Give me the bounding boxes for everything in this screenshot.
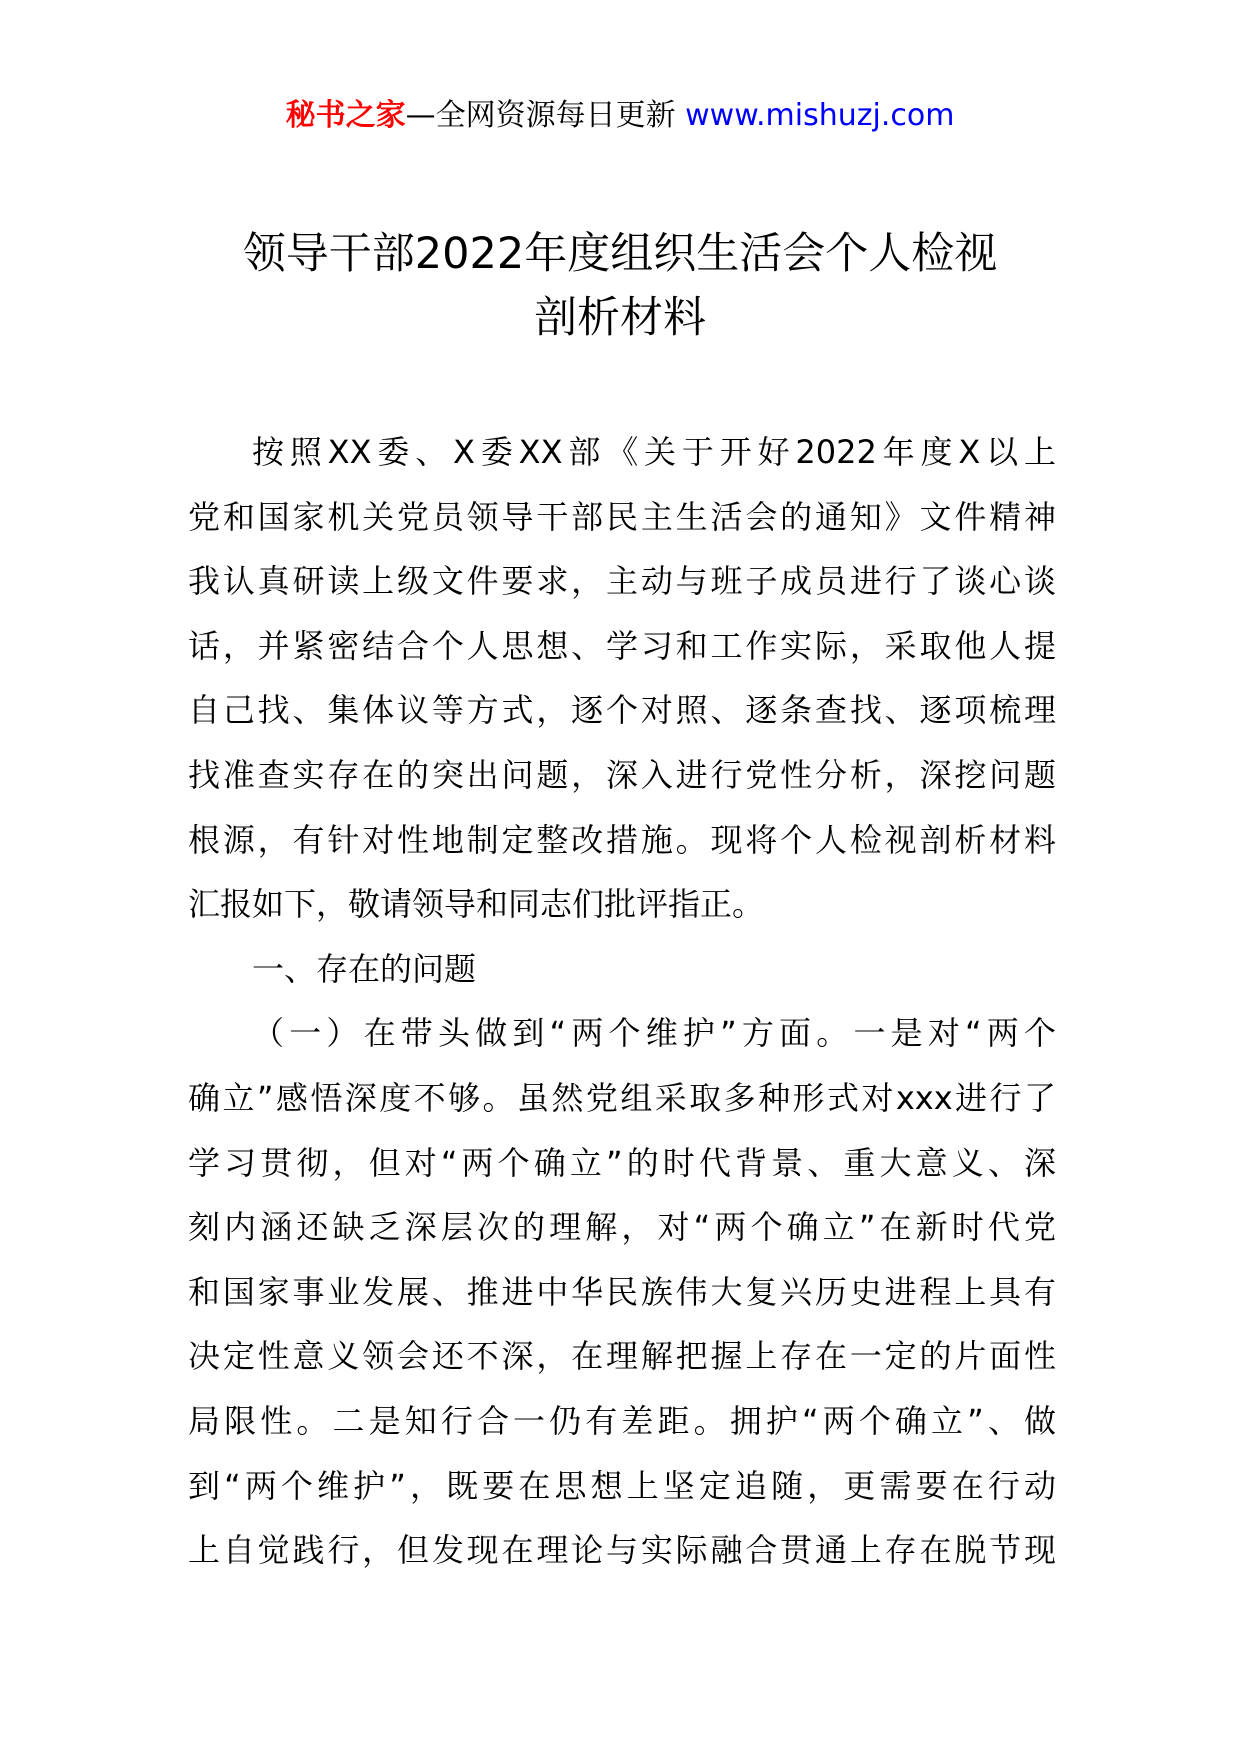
body-line: 上自觉践行，但发现在理论与实际融合贯通上存在脱节现 — [188, 1531, 1056, 1570]
body-line: 刻内涵还缺乏深层次的理解，对“两个确立”在新时代党 — [188, 1208, 1056, 1247]
body-line: 话，并紧密结合个人思想、学习和工作实际，采取他人提 — [188, 626, 1056, 665]
document-body — [188, 420, 1056, 1583]
section-heading: 一、存在的问题 — [252, 949, 477, 988]
document-title — [150, 222, 1090, 350]
banner-slogan: —全网资源每日更新 — [405, 98, 676, 133]
body-line: 按照XX委、X委XX部《关于开好2022年度X以上 — [252, 433, 1056, 471]
body-line: 和国家事业发展、推进中华民族伟大复兴历史进程上具有 — [188, 1272, 1056, 1311]
body-line: 确立”感悟深度不够。虽然党组采取多种形式对xxx进行了 — [188, 1078, 1056, 1117]
body-line: 自己找、集体议等方式，逐个对照、逐条查找、逐项梳理 — [188, 691, 1056, 730]
document-title-line-2: 剖析材料 — [534, 293, 706, 343]
body-line: 学习贯彻，但对“两个确立”的时代背景、重大意义、深 — [188, 1143, 1056, 1182]
site-url-link[interactable]: www.mishuzj.com — [685, 98, 955, 133]
brand-name: 秘书之家 — [285, 98, 406, 133]
body-line: 汇报如下，敬请领导和同志们批评指正。 — [188, 885, 765, 924]
body-line: 决定性意义领会还不深，在理解把握上存在一定的片面性 — [188, 1337, 1056, 1376]
body-line: 我认真研读上级文件要求，主动与班子成员进行了谈心谈 — [188, 562, 1056, 601]
body-line: 找准查实存在的突出问题，深入进行党性分析，深挖问题 — [188, 755, 1056, 794]
body-line: 局限性。二是知行合一仍有差距。拥护“两个确立”、做 — [188, 1401, 1056, 1440]
document-title-line-1: 领导干部2022年度组织生活会个人检视 — [242, 229, 998, 279]
body-line: 党和国家机关党员领导干部民主生活会的通知》文件精神 — [188, 497, 1056, 536]
body-line: 到“两个维护”，既要在思想上坚定追随，更需要在行动 — [188, 1466, 1056, 1505]
site-banner — [0, 96, 1240, 136]
body-line: （一）在带头做到“两个维护”方面。一是对“两个 — [252, 1014, 1056, 1053]
body-line: 根源，有针对性地制定整改措施。现将个人检视剖析材料 — [188, 820, 1056, 859]
